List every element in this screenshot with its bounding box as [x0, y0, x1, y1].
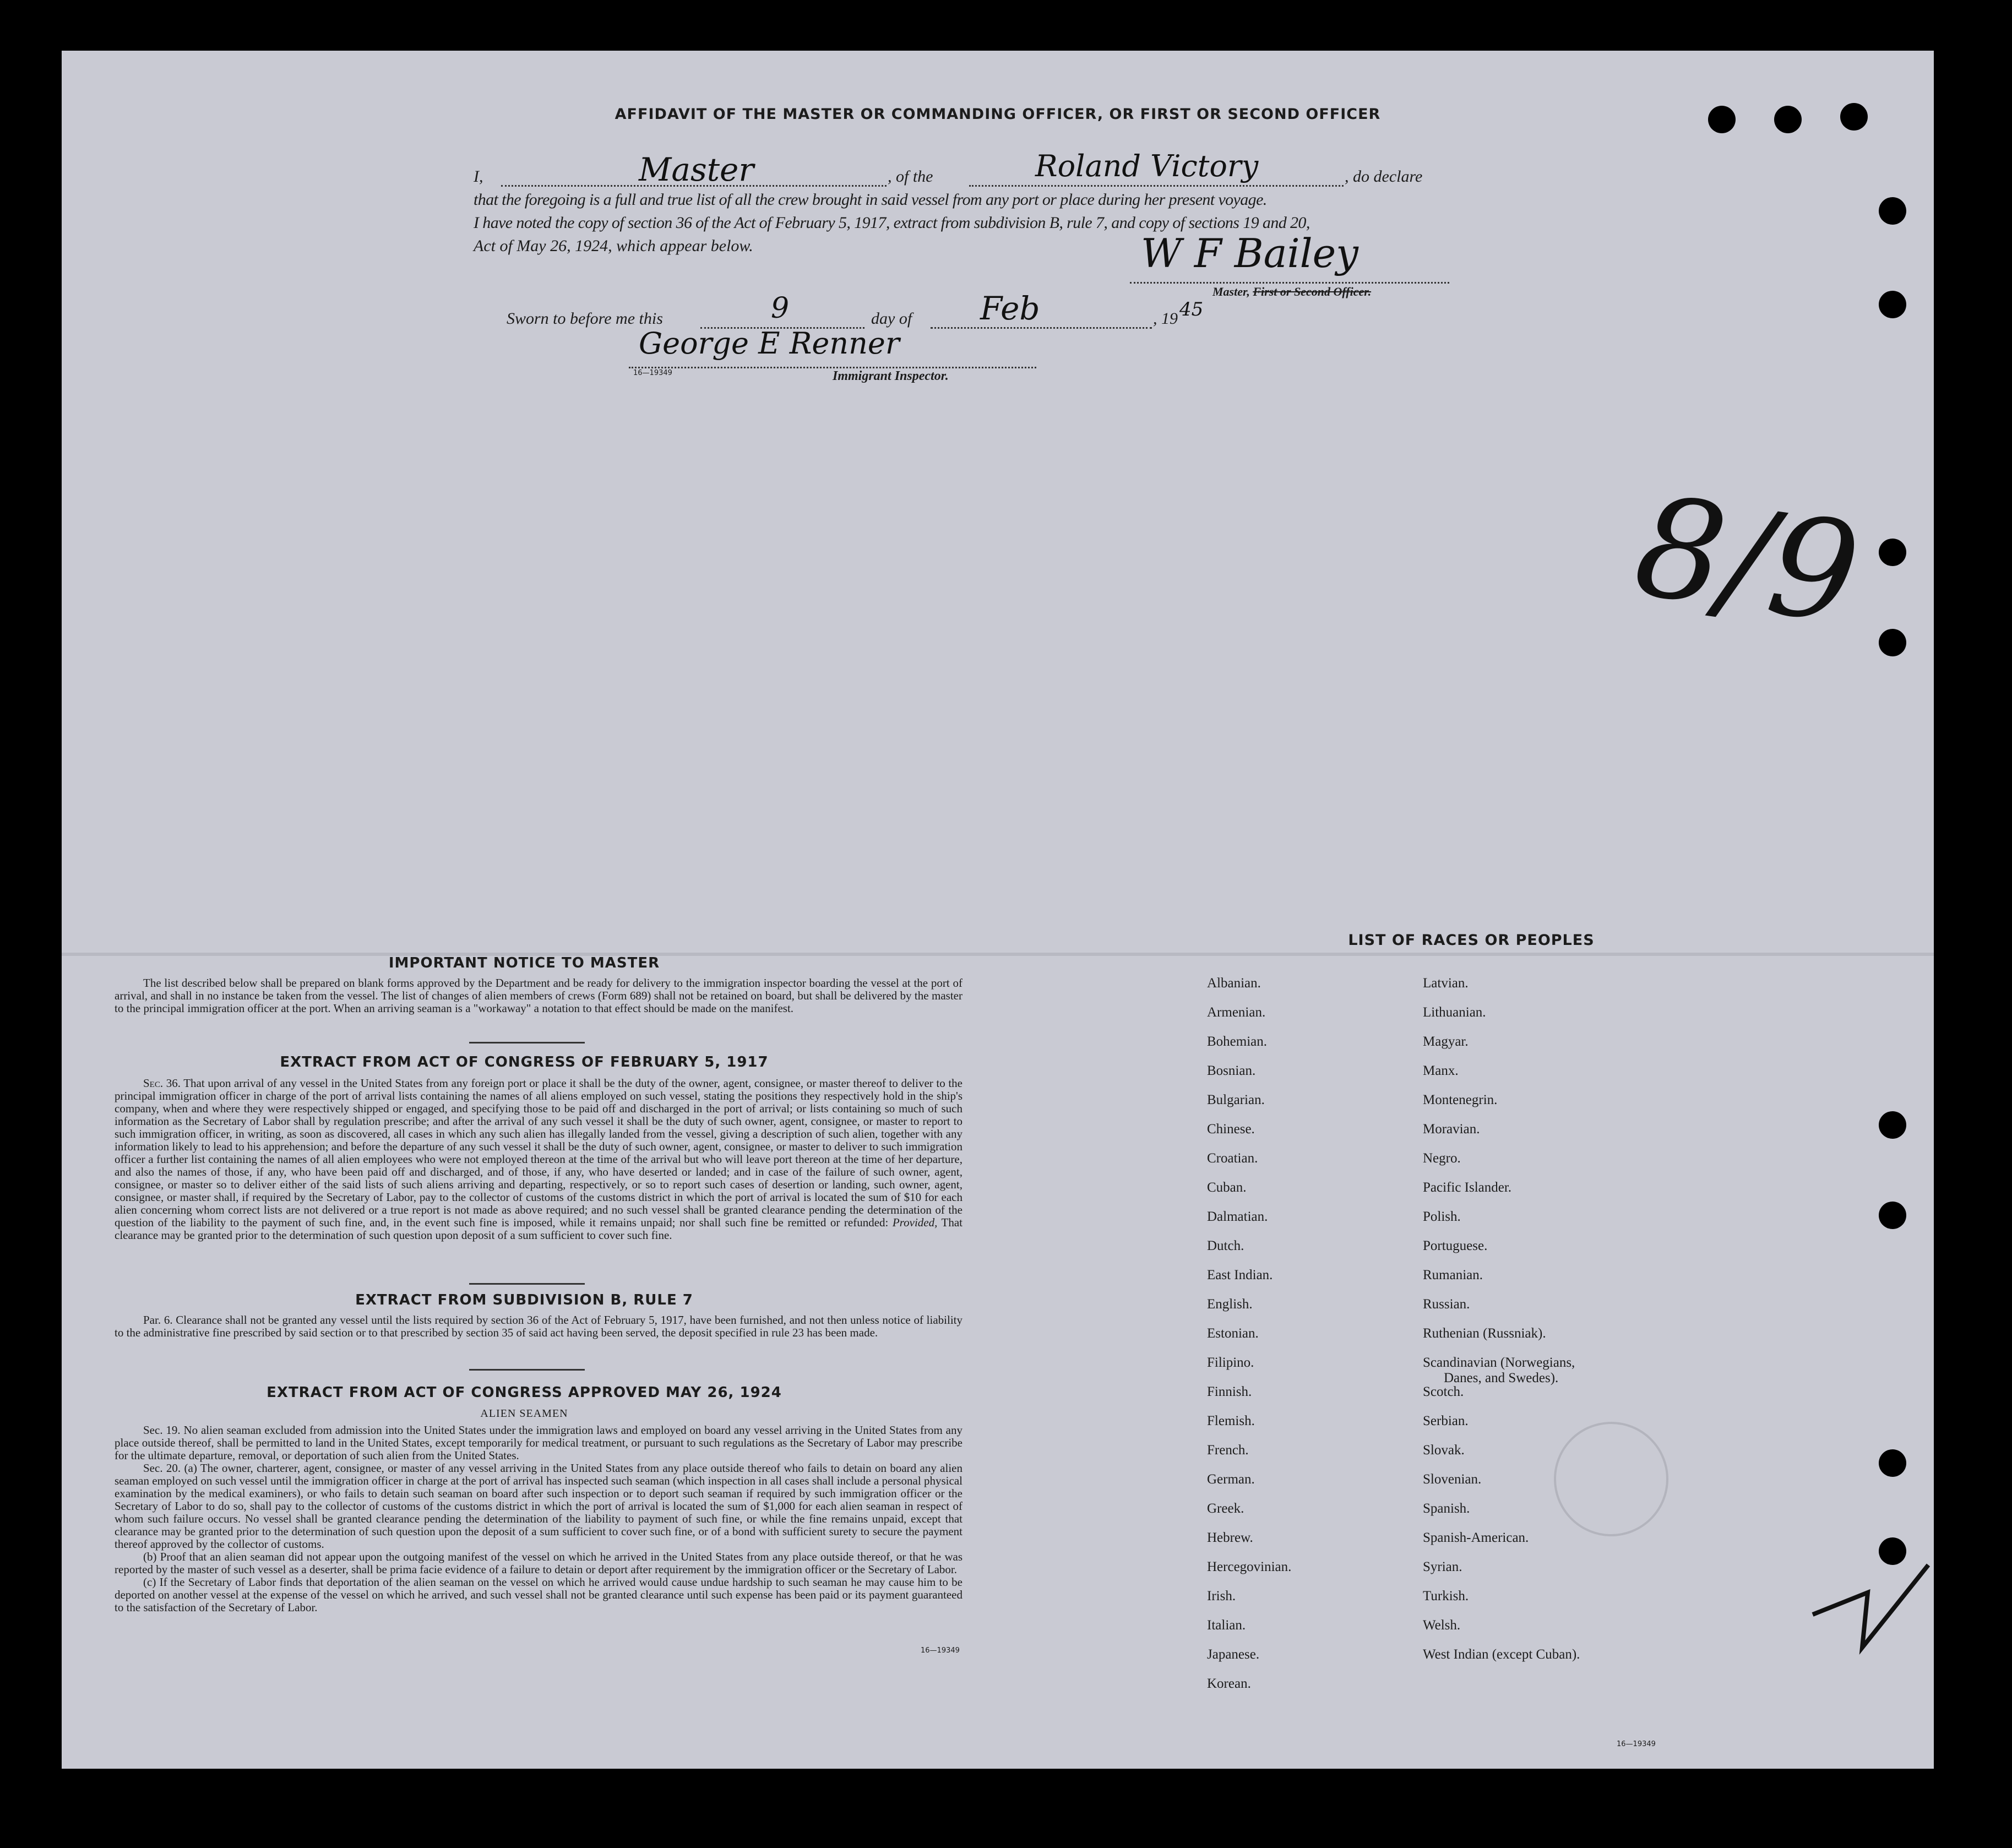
race-item: German. — [1207, 1472, 1255, 1487]
race-item: Bulgarian. — [1207, 1093, 1265, 1107]
extract-1917-body — [115, 1077, 963, 1242]
document-page — [62, 51, 1934, 1769]
extract-1917-provided: Provided, — [892, 1216, 938, 1229]
hand-day: 9 — [771, 292, 790, 325]
races-form-number: 16—19349 — [1617, 1740, 1656, 1748]
race-item: Moravian. — [1423, 1122, 1480, 1137]
race-item: Negro. — [1423, 1151, 1461, 1166]
race-item: Flemish. — [1207, 1414, 1255, 1428]
rule7-body: Par. 6. Clearance shall not be granted any vessel until the lists required by section 36 of the Act of February 5, 1917, have been furnished, and not then unless notice of liability to the administrative fine prescribed by said section or to that prescribed by section 35 of said act having been served, the deposit specified in rule 23 has been made. — [115, 1313, 963, 1339]
race-item: Serbian. — [1423, 1414, 1469, 1428]
affidavit-i: I, — [474, 167, 483, 186]
race-item: Polish. — [1423, 1209, 1461, 1224]
caption-master: Master, — [1212, 285, 1250, 298]
race-item: Pacific Islander. — [1423, 1180, 1512, 1195]
inspector-signature: George E Renner — [639, 326, 900, 361]
race-item: Bohemian. — [1207, 1034, 1268, 1049]
divider-3 — [469, 1369, 585, 1371]
race-item: Greek. — [1207, 1501, 1244, 1516]
race-item: Finnish. — [1207, 1384, 1252, 1399]
race-item: Rumanian. — [1423, 1268, 1483, 1282]
year-prefix: , 19 — [1153, 309, 1178, 328]
sworn-label: Sworn to before me this — [507, 309, 663, 328]
race-item: Lithuanian. — [1423, 1005, 1486, 1020]
punch-hole — [1708, 106, 1736, 133]
extract-1924-sec20b: (b) Proof that an alien seaman did not appear upon the outgoing manifest of the vessel on which he arrived in the United States from any place outside thereof, or that he was reported by the master of such vessel as a deserter, shall be prima facie evidence of a failure to detain or deport after requirement by the immigration officer or the Secretary of Labor. — [115, 1550, 963, 1576]
punch-hole — [1879, 1449, 1906, 1477]
extract-1924-form-number: 16—19349 — [921, 1646, 960, 1655]
affidavit-line2: that the foregoing is a full and true list of all the crew brought in said vessel from any port or place during her present voyage. — [474, 191, 1267, 209]
divider-1 — [469, 1042, 585, 1043]
inspector-line — [629, 366, 1036, 368]
race-item: Albanian. — [1207, 976, 1261, 991]
race-item: Irish. — [1207, 1589, 1236, 1604]
extract-1924-sec19: Sec. 19. No alien seaman excluded from admission into the United States under the immigration laws and employed on board any vessel arriving in the United States from any place outside thereof, shall be permitted to land in the United States, except temporarily for medical treatment, or pursuant to such regulations as the Secretary of Labor may prescribe for the ultimate departure, removal, or deportation of such alien from the United States. — [115, 1423, 963, 1462]
race-item: Korean. — [1207, 1676, 1251, 1691]
affidavit-line3: I have noted the copy of section 36 of the Act of February 5, 1917, extract from subdivision B, rule 7, and copy of sections 19 and 20, — [474, 214, 1310, 232]
rule7-title: EXTRACT FROM SUBDIVISION B, RULE 7 — [355, 1292, 693, 1308]
hand-role: Master — [639, 151, 754, 188]
hand-year: 45 — [1179, 298, 1204, 320]
race-item: Croatian. — [1207, 1151, 1258, 1166]
race-item: Dutch. — [1207, 1238, 1244, 1253]
race-item: Ruthenian (Russniak). — [1423, 1326, 1546, 1341]
vessel-blank — [969, 184, 1344, 187]
notice-title: IMPORTANT NOTICE TO MASTER — [388, 955, 660, 971]
divider-2 — [469, 1283, 585, 1285]
race-item: Cuban. — [1207, 1180, 1247, 1195]
extract-1917-title: EXTRACT FROM ACT OF CONGRESS OF FEBRUARY 5, 1917 — [280, 1054, 769, 1070]
notice-body: The list described below shall be prepared on blank forms approved by the Department and be ready for delivery to the immigration inspector boarding the vessel at the port of arrival, and shall in no instance be taken from the vessel. The list of changes of alien members of crews (Form 689) shall not be retained on board, but shall be delivered by the master to the principal immigration officer at the port. When an arriving seaman is a "workaway" a notation to that effect should be made on the manifest. — [115, 976, 963, 1015]
master-signature: W F Bailey — [1141, 230, 1358, 276]
punch-hole — [1879, 1537, 1906, 1565]
extract-1917-tail: That clearance may be granted prior to the determination of such question upon deposit of a sum sufficient to cover such fine. — [115, 1216, 963, 1242]
extract-1924-body — [115, 1424, 963, 1614]
race-item: Estonian. — [1207, 1326, 1259, 1341]
affidavit-title: AFFIDAVIT OF THE MASTER OR COMMANDING OFFICER, OR FIRST OR SECOND OFFICER — [615, 106, 1381, 123]
affidavit-line4: Act of May 26, 1924, which appear below. — [474, 237, 753, 255]
race-item: Latvian. — [1423, 976, 1469, 991]
race-item: Spanish. — [1423, 1501, 1470, 1516]
races-title: LIST OF RACES OR PEOPLES — [1348, 932, 1595, 949]
race-item: Filipino. — [1207, 1355, 1254, 1370]
punch-hole — [1879, 291, 1906, 318]
faint-stamp — [1554, 1422, 1668, 1536]
do-declare-label: , do declare — [1345, 167, 1423, 186]
hand-month: Feb — [980, 290, 1040, 327]
extract-1924-title: EXTRACT FROM ACT OF CONGRESS APPROVED MAY 26, 1924 — [267, 1384, 782, 1401]
race-item: Manx. — [1423, 1063, 1459, 1078]
race-item: Russian. — [1423, 1297, 1470, 1312]
race-item: Syrian. — [1423, 1559, 1462, 1574]
race-item: Hebrew. — [1207, 1530, 1253, 1545]
race-item: Danes, and Swedes). — [1444, 1371, 1559, 1385]
race-item: Bosnian. — [1207, 1063, 1256, 1078]
race-item: Magyar. — [1423, 1034, 1469, 1049]
race-item: Montenegrin. — [1423, 1093, 1498, 1107]
extract-1924-subtitle: ALIEN SEAMEN — [480, 1407, 568, 1420]
extract-1917-sec: Sec. 36. — [143, 1077, 181, 1090]
race-item: English. — [1207, 1297, 1253, 1312]
extract-1924-sec20a: Sec. 20. (a) The owner, charterer, agent, consignee, or master of any vessel arriving in the United States from any place outside thereof who fails to detain on board any alien seaman employed on such vessel until the immigration officer in charge at the port of arrival has inspected such seaman (which inspection in all cases shall include a personal physical examination by the medical examiners), or who fails to detain such seaman on board after such inspection or to deport such seaman if required by such immigration officer or the Secretary of Labor to do so, shall pay to the collector of customs of the customs district in which the port of arrival is located the sum of $1,000 for each alien seaman in respect of whom such failure occurs. No vessel shall be granted clearance pending the determination of the liability to payment of such fine, or while the fine remains unpaid, except that clearance may be granted prior to the determination of such question upon the deposit of a sum sufficient to cover such fine, or of a bond with sufficient surety to secure the payment thereof approved by the collector of customs. — [115, 1461, 963, 1551]
margin-note: 8/9 — [1626, 465, 1868, 655]
race-item: Dalmatian. — [1207, 1209, 1268, 1224]
race-item: West Indian (except Cuban). — [1423, 1647, 1580, 1662]
punch-hole — [1879, 539, 1906, 566]
race-item: Scandinavian (Norwegians, — [1423, 1355, 1575, 1370]
punch-hole — [1774, 106, 1802, 133]
punch-hole — [1879, 629, 1906, 656]
check-mark — [1802, 1526, 1934, 1659]
race-item: Scotch. — [1423, 1384, 1464, 1399]
race-item: Italian. — [1207, 1618, 1246, 1633]
race-item: East Indian. — [1207, 1268, 1273, 1282]
extract-1924-sec20c: (c) If the Secretary of Labor finds that deportation of the alien seaman on the vessel on which he arrived would cause undue hardship to such seaman he may cause him to be deported on another vessel at the expense of the vessel on which he arrived, and such vessel shall not be granted clearance until such expense has been paid or its payment guaranteed to the satisfaction of the Secretary of Labor. — [115, 1575, 963, 1614]
inspector-caption: Immigrant Inspector. — [833, 369, 949, 383]
signature-caption — [1212, 285, 1371, 299]
race-item: Chinese. — [1207, 1122, 1255, 1137]
punch-hole — [1879, 197, 1906, 225]
race-item: Slovak. — [1423, 1443, 1465, 1458]
race-item: Spanish-American. — [1423, 1530, 1529, 1545]
extract-1917-text: That upon arrival of any vessel in the United States from any foreign port or place it shall be the duty of the owner, agent, consignee, or master thereof to deliver to the principal immigration officer in charge of the port of arrival lists containing the names of all aliens employed on such vessel, stating the positions they respectively hold in the ship's company, when and where they were respectively shipped or engaged, and specifying those to be paid off and discharged in the port of arrival; or lists containing so much of such information as the Secretary of Labor shall by regulation prescribe; and after the arrival of any such vessel it shall be the duty of such owner, agent, consignee, or master to report to such immigration officer, in writing, as soon as discovered, all cases in which any such alien has illegally landed from the vessel, giving a description of such alien, together with any information likely to lead to his apprehension; and before the departure of any such vessel it shall be the duty of such owner, agent, consignee, or master to deliver to such immigration officer a further list containing the names of all alien employees who were not employed thereon at the time of the arrival but who will leave port thereon at the time of her departure, and also the names of those, if any, who have been paid off and discharged, and of those, if any, who have deserted or landed; and in case of the failure of such owner, agent, consignee, or master so to deliver either of the said lists of such aliens arriving and departing, respectively, or so to report such cases of desertion or landing, such owner, agent, consignee, or master shall, if required by the Secretary of Labor, pay to the collector of customs of the customs district in which the port of arrival is located the sum of $10 for each alien concerning whom correct lists are not delivered or a true report is not made as above required; and no such vessel shall be granted clearance pending the determination of the question of the liability to the payment of such fine, and, in the event such fine is imposed, while it remains unpaid; nor shall such fine be remitted or refunded: — [115, 1077, 963, 1229]
month-blank — [931, 326, 1152, 329]
day-of-label: day of — [871, 309, 912, 328]
race-item: Armenian. — [1207, 1005, 1266, 1020]
punch-hole — [1879, 1202, 1906, 1229]
punch-hole — [1879, 1111, 1906, 1139]
race-item: Portuguese. — [1423, 1238, 1488, 1253]
race-item: Hercegovinian. — [1207, 1559, 1292, 1574]
hand-vessel: Roland Victory — [1035, 149, 1259, 183]
punch-hole — [1840, 103, 1868, 131]
signature-line — [1130, 281, 1449, 284]
affidavit-form-number: 16—19349 — [633, 369, 672, 377]
race-item: Slovenian. — [1423, 1472, 1482, 1487]
race-item: Turkish. — [1423, 1589, 1469, 1604]
caption-struck: First or Second Officer. — [1253, 285, 1372, 298]
race-item: Welsh. — [1423, 1618, 1461, 1633]
race-item: French. — [1207, 1443, 1249, 1458]
of-the-label: , of the — [888, 167, 933, 186]
race-item: Japanese. — [1207, 1647, 1260, 1662]
